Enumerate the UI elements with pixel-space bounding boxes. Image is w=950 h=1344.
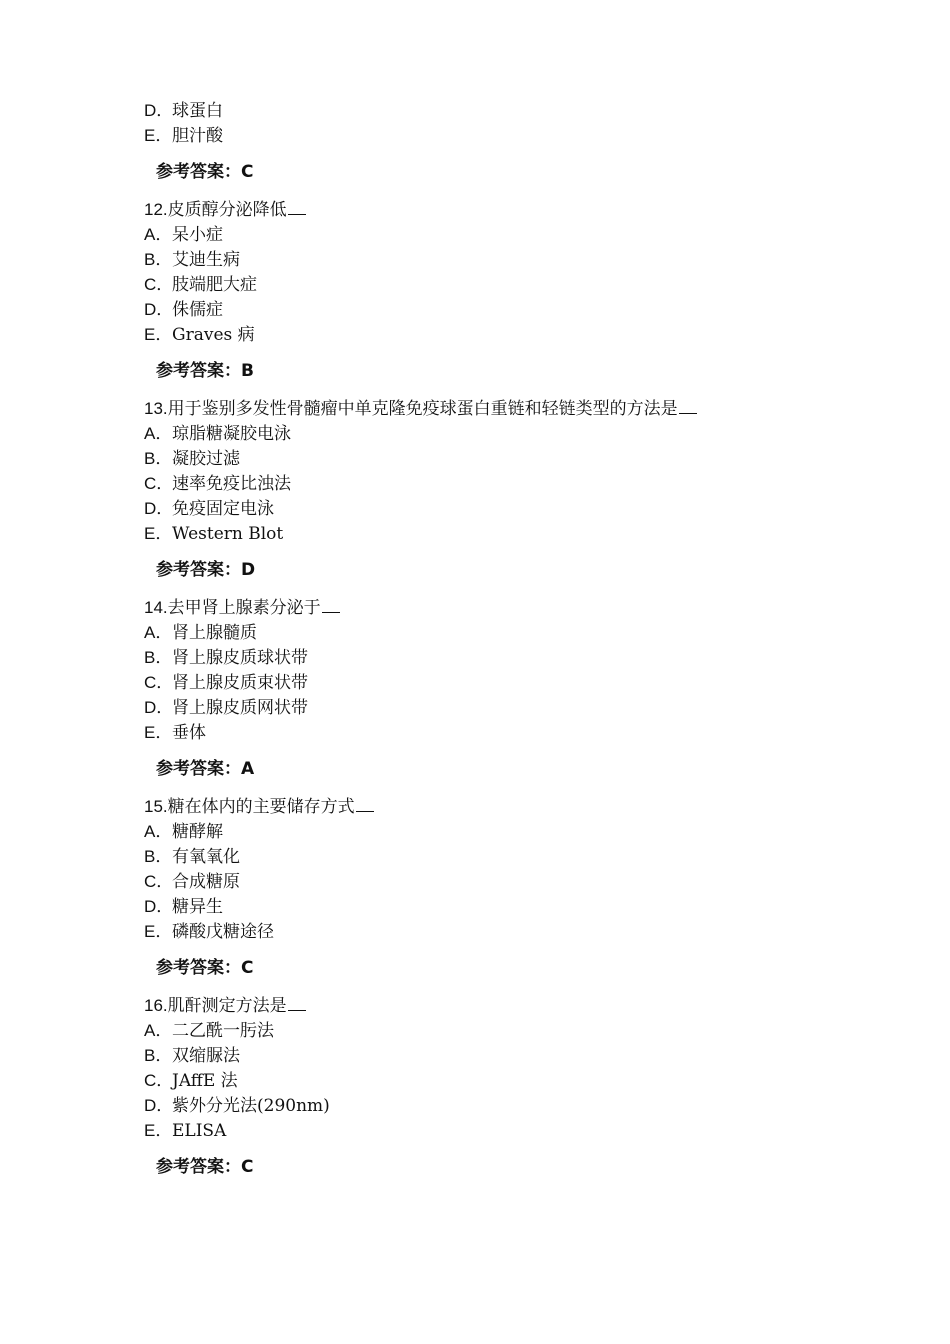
option-key: C．	[144, 474, 174, 493]
option-line	[144, 869, 804, 894]
question-number: 16.	[144, 996, 168, 1015]
option-key: D．	[144, 897, 174, 916]
option-text: 球蛋白	[172, 101, 223, 121]
option-text: 糖酵解	[172, 822, 223, 842]
option-text: Western Blot	[172, 524, 284, 544]
option-line	[144, 1068, 804, 1093]
option-line	[144, 670, 804, 695]
option-text: 合成糖原	[172, 872, 240, 892]
option-text: 侏儒症	[172, 300, 223, 320]
question-block	[144, 396, 804, 583]
question-stem	[144, 197, 804, 222]
option-text: 肾上腺皮质网状带	[172, 698, 308, 718]
option-line	[144, 645, 804, 670]
answer-blank	[288, 199, 306, 215]
option-key: C．	[144, 1071, 174, 1090]
option-line	[144, 222, 804, 247]
option-line	[144, 919, 804, 944]
option-line	[144, 98, 804, 123]
question-stem	[144, 595, 804, 620]
question-block	[144, 595, 804, 782]
option-line	[144, 247, 804, 272]
answer-blank	[679, 398, 697, 414]
option-key: B．	[144, 648, 173, 667]
option-line	[144, 297, 804, 322]
option-line	[144, 620, 804, 645]
option-line	[144, 446, 804, 471]
option-key: E．	[144, 922, 173, 941]
option-line	[144, 471, 804, 496]
option-text: 肾上腺皮质束状带	[172, 673, 308, 693]
question-continuation	[144, 98, 804, 185]
option-key: B．	[144, 449, 173, 468]
option-key: B．	[144, 1046, 173, 1065]
option-text: 胆汁酸	[172, 126, 223, 146]
option-text: 免疫固定电泳	[172, 499, 274, 519]
option-line	[144, 720, 804, 745]
question-list	[144, 197, 804, 1180]
question-stem	[144, 993, 804, 1018]
option-text: 艾迪生病	[172, 250, 240, 270]
answer-blank	[356, 796, 374, 812]
option-key: C．	[144, 275, 174, 294]
option-text: ELISA	[172, 1121, 227, 1141]
question-text: 去甲肾上腺素分泌于	[167, 598, 321, 618]
document-content	[144, 98, 804, 1192]
option-text: 呆小症	[172, 225, 223, 245]
answer-line: 参考答案：C	[156, 1157, 254, 1177]
question-number: 15.	[144, 797, 168, 816]
question-number: 12.	[144, 200, 168, 219]
option-key: C．	[144, 673, 174, 692]
option-key: D．	[144, 698, 174, 717]
option-key: E．	[144, 1121, 173, 1140]
option-text: 垂体	[172, 723, 206, 743]
answer-line: 参考答案：D	[156, 560, 256, 580]
option-key: D．	[144, 499, 174, 518]
option-text: 紫外分光法(290nm)	[172, 1096, 330, 1116]
option-text: 二乙酰一肟法	[172, 1021, 274, 1041]
question-stem	[144, 396, 804, 421]
option-text: 速率免疫比浊法	[172, 474, 291, 494]
option-key: E．	[144, 723, 173, 742]
answer-line: 参考答案：B	[156, 361, 254, 381]
answer-line: 参考答案：C	[156, 958, 254, 978]
question-text: 用于鉴别多发性骨髓瘤中单克隆免疫球蛋白重链和轻链类型的方法是	[167, 399, 678, 419]
option-text: JAffE 法	[172, 1071, 238, 1091]
question-block	[144, 197, 804, 384]
option-key: A．	[144, 623, 173, 642]
question-number: 13.	[144, 399, 168, 418]
answer-line: 参考答案：A	[156, 759, 255, 779]
option-key: A．	[144, 1021, 173, 1040]
option-key: E．	[144, 524, 173, 543]
option-line	[144, 844, 804, 869]
option-line	[144, 819, 804, 844]
option-line	[144, 894, 804, 919]
option-line	[144, 123, 804, 148]
question-number: 14.	[144, 598, 168, 617]
option-text: 琼脂糖凝胶电泳	[172, 424, 291, 444]
option-line	[144, 322, 804, 347]
option-text: 磷酸戊糖途径	[172, 922, 274, 942]
option-text: Graves 病	[172, 325, 255, 345]
option-line	[144, 521, 804, 546]
option-line	[144, 496, 804, 521]
option-key: B．	[144, 847, 173, 866]
option-text: 糖异生	[172, 897, 223, 917]
question-text: 皮质醇分泌降低	[167, 200, 287, 220]
option-key: D．	[144, 1096, 174, 1115]
option-text: 肢端肥大症	[172, 275, 257, 295]
option-key: A．	[144, 424, 173, 443]
option-key: D．	[144, 300, 174, 319]
option-line	[144, 272, 804, 297]
answer-blank	[288, 995, 306, 1011]
option-text: 凝胶过滤	[172, 449, 240, 469]
option-key: E．	[144, 126, 173, 145]
option-line	[144, 421, 804, 446]
option-text: 肾上腺髓质	[172, 623, 257, 643]
question-block	[144, 993, 804, 1180]
option-key: E．	[144, 325, 173, 344]
answer-blank	[322, 597, 340, 613]
option-text: 肾上腺皮质球状带	[172, 648, 308, 668]
option-key: D．	[144, 101, 174, 120]
question-stem	[144, 794, 804, 819]
option-text: 有氧氧化	[172, 847, 240, 867]
option-line	[144, 1118, 804, 1143]
option-text: 双缩脲法	[172, 1046, 240, 1066]
option-key: A．	[144, 225, 173, 244]
option-key: A．	[144, 822, 173, 841]
option-key: B．	[144, 250, 173, 269]
option-line	[144, 1093, 804, 1118]
option-line	[144, 1018, 804, 1043]
option-line	[144, 1043, 804, 1068]
answer-line: 参考答案：C	[156, 162, 254, 182]
option-key: C．	[144, 872, 174, 891]
option-line	[144, 695, 804, 720]
question-text: 肌酐测定方法是	[167, 996, 287, 1016]
question-text: 糖在体内的主要储存方式	[167, 797, 355, 817]
question-block	[144, 794, 804, 981]
